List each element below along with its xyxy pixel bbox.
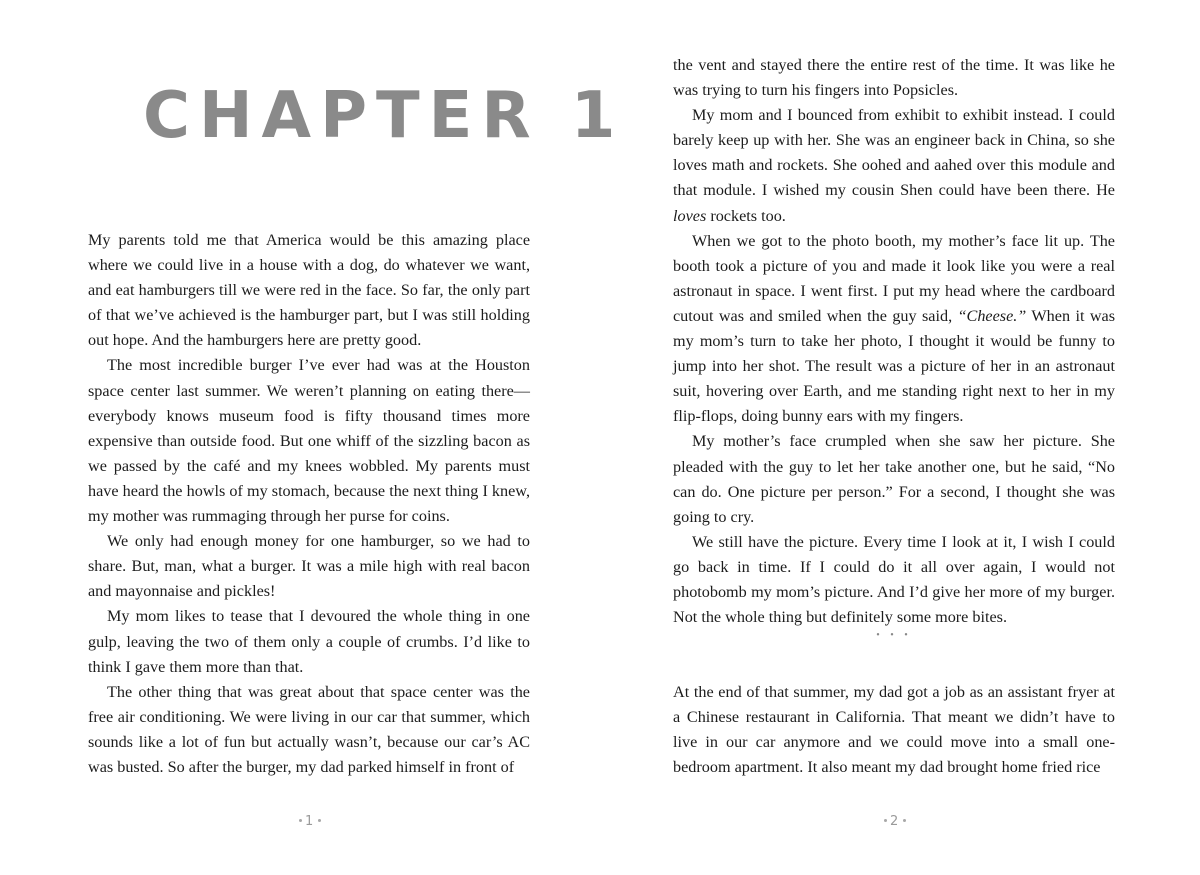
paragraph: My mother’s face crumpled when she saw her picture. She pleaded with the guy to let her take another one, but he said, “No can do. One picture per person.” For a second, I thought she was going to cry. xyxy=(673,432,1115,526)
page-number-left xyxy=(296,814,324,830)
dot-ornament xyxy=(299,819,302,822)
emphasized-text: “Cheese.” xyxy=(957,306,1027,325)
scene-break: • • • xyxy=(876,630,912,641)
paragraph: The other thing that was great about that space center was the free air conditioning. We were living in our car that summer, which sounds like a lot of fun but actually wasn’t, because our car’s AC was busted. So after the burger, my dad parked himself in front of xyxy=(88,682,530,776)
dot-ornament xyxy=(903,819,906,822)
paragraph-text: When we got to the photo booth, my mother’s face lit up. The booth took a picture of you and made it look like you were a real astronaut in space. I went first. I put my head where the cardboard cutout was and smiled when the guy said, xyxy=(673,231,1115,325)
right-page-body-continued xyxy=(673,680,1115,780)
paragraph-text: rockets too. xyxy=(706,206,786,225)
right-page-body xyxy=(673,53,1115,630)
paragraph: The most incredible burger I’ve ever had was at the Houston space center last summer. We weren’t planning on eating there—everybody knows museum food is fifty thousand times more expensive than outside food. But one whiff of the sizzling bacon as we passed by the café and my knees wobbled. My parents must have heard the howls of my stomach, because the next thing I knew, my mother was rummaging through her purse for coins. xyxy=(88,356,530,526)
paragraph: We only had enough money for one hamburger, so we had to share. But, man, what a burger. It was a mile high with real bacon and mayonnaise and pickles! xyxy=(88,532,530,601)
paragraph: We still have the picture. Every time I look at it, I wish I could go back in time. If I could do it all over again, I would not photobomb my mom’s picture. And I’d give her more of my burger. Not the whole thing but definitely some more bites. xyxy=(673,532,1115,627)
chapter-title: CHAPTER 1 xyxy=(143,79,625,153)
paragraph xyxy=(673,103,1115,228)
paragraph-text: My mom and I bounced from exhibit to exhibit instead. I could barely keep up with her. She was an engineer back in China, so she loves math and rockets. She oohed and aahed over this module and that module. I wished my cousin Shen could have been there. He xyxy=(673,106,1115,200)
page-number-text: 1 xyxy=(305,814,316,829)
page-number-text: 2 xyxy=(890,814,901,829)
right-page xyxy=(600,0,1200,875)
paragraph xyxy=(673,229,1115,430)
left-page-body xyxy=(88,228,530,780)
paragraph-text: When it was my mom’s turn to take her photo, I thought it would be funny to jump into her shot. The result was a picture of her in an astronaut suit, hovering over Earth, and me standing right next to her in my flip-flops, doing bunny ears with my fingers. xyxy=(673,306,1115,426)
page-number-right xyxy=(881,814,909,830)
dot-ornament xyxy=(318,819,321,822)
paragraph: At the end of that summer, my dad got a job as an assistant fryer at a Chinese restaurant in California. That meant we didn’t have to live in our car anymore and we could move into a small one-bedroom apartment. It also meant my dad brought home fried rice xyxy=(673,683,1115,777)
dot-ornament xyxy=(884,819,887,822)
emphasized-text: loves xyxy=(673,206,707,225)
paragraph: My parents told me that America would be this amazing place where we could live in a house with a dog, do whatever we want, and eat hamburgers till we were red in the face. So far, the only part of that we’ve achieved is the hamburger part, but I was still holding out hope. And the hamburgers here are pretty good. xyxy=(88,231,530,350)
paragraph: My mom likes to tease that I devoured the whole thing in one gulp, leaving the two of them only a couple of crumbs. I’d like to think I gave them more than that. xyxy=(88,607,530,676)
paragraph: the vent and stayed there the entire rest of the time. It was like he was trying to turn his fingers into Popsicles. xyxy=(673,56,1115,100)
